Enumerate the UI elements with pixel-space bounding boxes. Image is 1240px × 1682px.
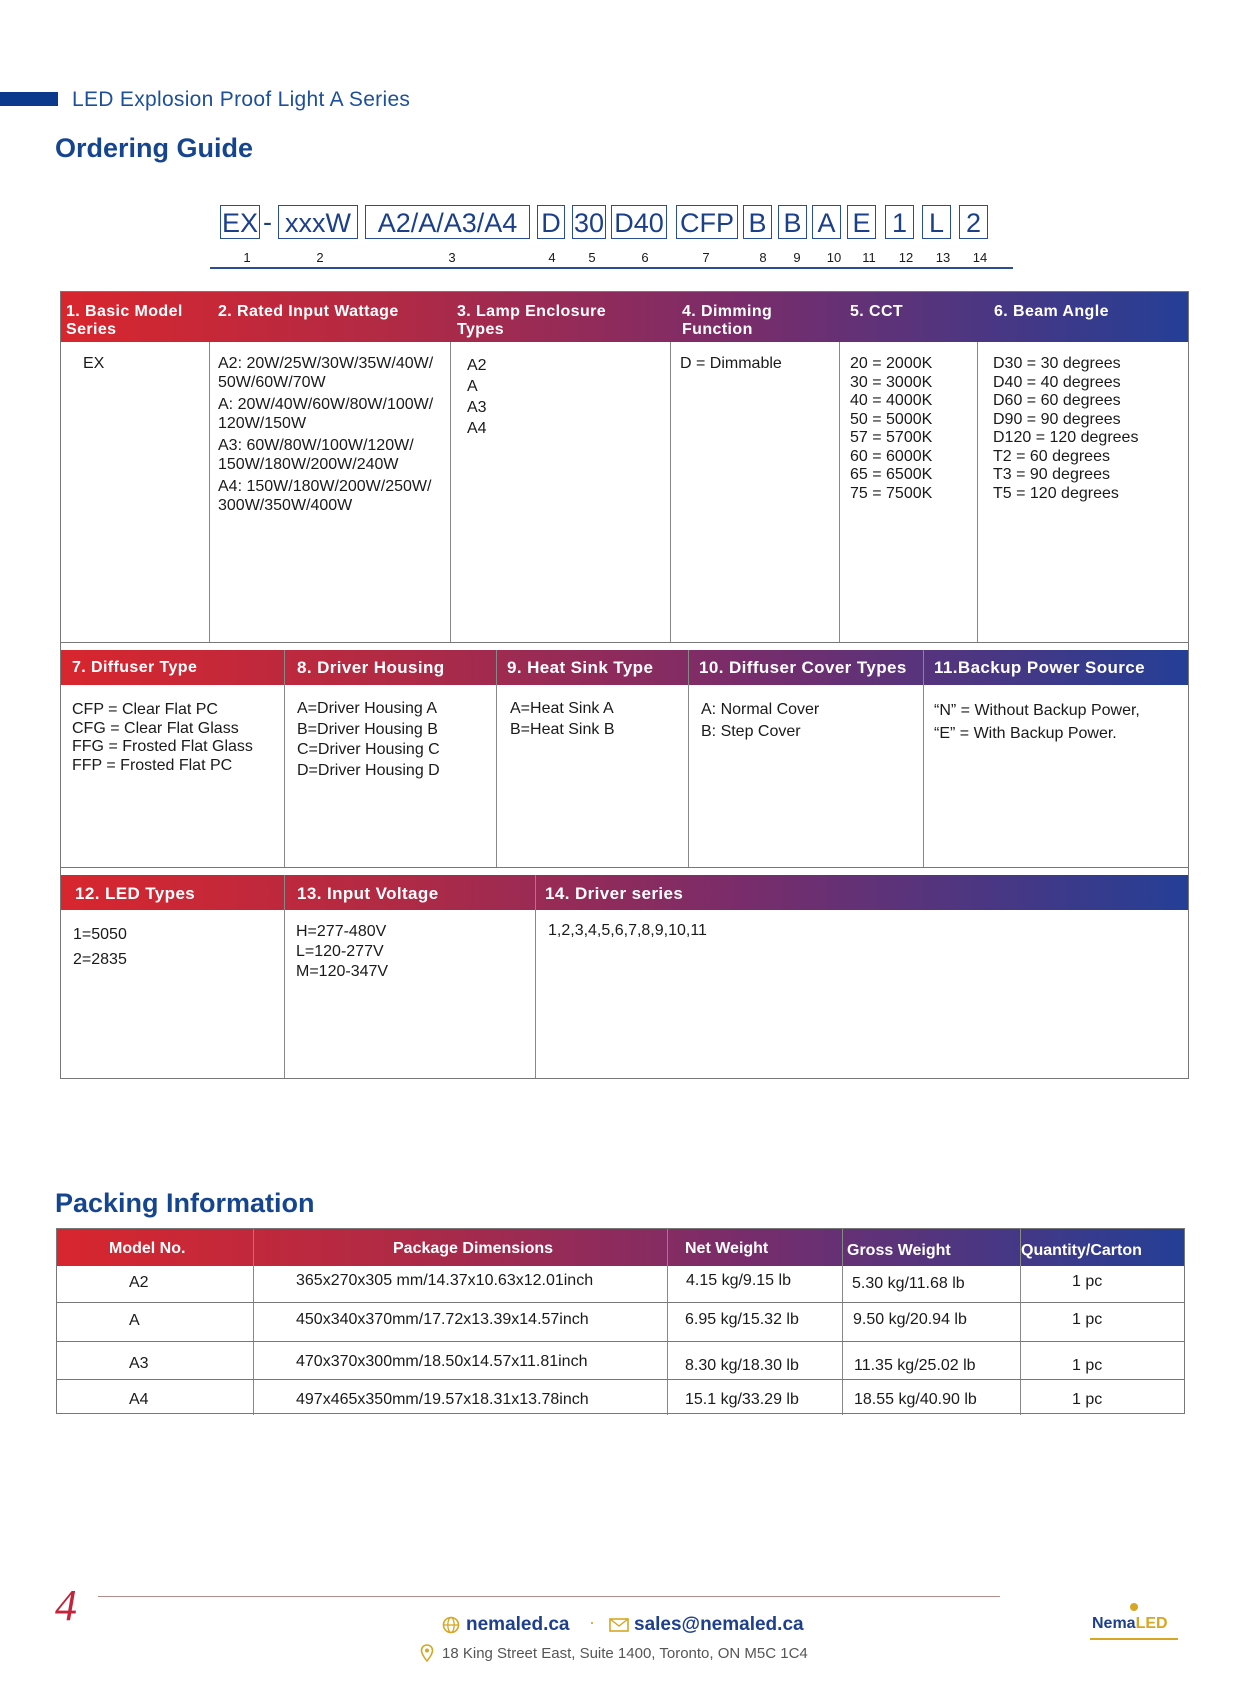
cct-item: 75 = 7500K xyxy=(850,484,933,502)
enclosure-item: A3 xyxy=(467,399,487,416)
diffuser-item: CFG = Clear Flat Glass xyxy=(72,719,239,737)
series-title: LED Explosion Proof Light A Series xyxy=(72,88,411,111)
packing-cell: 1 pc xyxy=(1072,1357,1103,1374)
header-accent-bar xyxy=(0,92,58,106)
packing-cell: 18.55 kg/40.90 lb xyxy=(854,1391,977,1408)
packing-cell: A2 xyxy=(129,1274,149,1291)
dimming-value: D = Dimmable xyxy=(680,355,782,372)
code-dash: - xyxy=(263,207,272,237)
code-number: 10 xyxy=(826,250,842,265)
company-address: 18 King Street East, Suite 1400, Toronto, ON M5C 1C4 xyxy=(442,1645,808,1662)
packing-cell: A xyxy=(129,1312,140,1329)
code-number: 9 xyxy=(793,250,801,265)
code-box: B xyxy=(778,205,807,239)
code-box: D40 xyxy=(611,205,667,239)
code-number: 6 xyxy=(641,250,649,265)
packing-table xyxy=(56,1228,1185,1414)
enclosure-item: A4 xyxy=(467,420,487,437)
heat-sink-item: A=Heat Sink A xyxy=(510,700,614,717)
wattage-line: A2: 20W/25W/30W/35W/40W/ xyxy=(218,355,434,372)
code-box: E xyxy=(847,205,876,239)
packing-cell: 9.50 kg/20.94 lb xyxy=(853,1311,967,1328)
enclosure-item: A xyxy=(467,378,478,395)
diffuser-list xyxy=(72,701,253,775)
packing-header-gross-weight: Gross Weight xyxy=(847,1242,951,1259)
packing-header-quantity: Quantity/Carton xyxy=(1021,1242,1142,1259)
driver-housing-item: D=Driver Housing D xyxy=(297,761,440,779)
divider xyxy=(450,342,451,642)
website-link[interactable]: nemaled.ca xyxy=(466,1614,570,1635)
divider xyxy=(535,875,536,1078)
divider xyxy=(977,342,978,642)
divider xyxy=(61,867,1188,868)
beam-item: D90 = 90 degrees xyxy=(993,410,1121,428)
cct-item: 57 = 5700K xyxy=(850,429,933,446)
packing-cell: 1 pc xyxy=(1072,1311,1103,1328)
divider xyxy=(284,650,285,867)
logo-text: NemaLED xyxy=(1092,1615,1168,1632)
header-diffuser-cover: 10. Diffuser Cover Types xyxy=(699,658,907,677)
code-number: 13 xyxy=(935,250,951,265)
divider xyxy=(61,642,1188,643)
led-type-item: 1=5050 xyxy=(73,926,127,943)
cct-item: 40 = 4000K xyxy=(850,392,933,409)
wattage-line: A: 20W/40W/60W/80W/100W/ xyxy=(218,396,434,413)
wattage-line: A4: 150W/180W/200W/250W/ xyxy=(218,478,432,495)
driver-series-value: 1,2,3,4,5,6,7,8,9,10,11 xyxy=(548,922,707,939)
packing-header-model: Model No. xyxy=(109,1240,186,1257)
beam-list xyxy=(993,355,1138,503)
ordering-guide-title: Ordering Guide xyxy=(55,133,254,163)
divider xyxy=(667,1229,668,1415)
driver-housing-list xyxy=(297,699,440,781)
beam-item: D40 = 40 degrees xyxy=(993,373,1121,391)
voltage-list xyxy=(296,922,388,982)
code-number: 1 xyxy=(243,250,251,265)
beam-item: T2 = 60 degrees xyxy=(993,447,1110,465)
packing-header-dimensions: Package Dimensions xyxy=(393,1240,554,1257)
code-number: 5 xyxy=(588,250,596,265)
header-diffuser-type: 7. Diffuser Type xyxy=(72,659,198,676)
divider xyxy=(209,342,210,642)
divider xyxy=(57,1302,1184,1303)
voltage-item: M=120-347V xyxy=(296,963,389,980)
divider xyxy=(688,650,689,867)
packing-cell: 6.95 kg/15.32 lb xyxy=(685,1311,799,1328)
backup-item: “N” = Without Backup Power, xyxy=(934,702,1140,719)
packing-cell: 8.30 kg/18.30 lb xyxy=(685,1357,799,1374)
cct-item: 50 = 5000K xyxy=(850,410,933,428)
header-led-types: 12. LED Types xyxy=(75,884,196,903)
code-number: 11 xyxy=(862,250,876,265)
packing-cell: A3 xyxy=(129,1355,149,1372)
header-basic-model: 1. Basic Model Series xyxy=(66,303,183,338)
cover-item: A: Normal Cover xyxy=(701,701,820,718)
led-type-item: 2=2835 xyxy=(73,951,127,968)
beam-item: D30 = 30 degrees xyxy=(993,355,1121,372)
code-box: A xyxy=(812,205,841,239)
diffuser-item: FFP = Frosted Flat PC xyxy=(72,756,233,774)
divider xyxy=(670,342,671,642)
cct-list xyxy=(850,355,932,503)
code-box: B xyxy=(743,205,772,239)
backup-item: “E” = With Backup Power. xyxy=(934,725,1117,742)
divider xyxy=(496,650,497,867)
code-number: 12 xyxy=(898,250,914,265)
divider xyxy=(923,650,924,867)
diffuser-item: CFP = Clear Flat PC xyxy=(72,701,218,718)
code-box: 1 xyxy=(885,205,914,239)
code-number: 3 xyxy=(448,250,456,265)
page-number: 4 xyxy=(55,1581,77,1630)
beam-item: T3 = 90 degrees xyxy=(993,466,1110,483)
footer-divider xyxy=(98,1596,1000,1597)
code-box: EX xyxy=(220,205,260,239)
packing-cell: 5.30 kg/11.68 lb xyxy=(852,1275,965,1292)
code-box: L xyxy=(922,205,951,239)
header-cct: 5. CCT xyxy=(850,303,904,320)
globe-icon xyxy=(442,1616,460,1634)
logo-bulb-icon xyxy=(1130,1603,1138,1611)
code-number: 7 xyxy=(702,250,710,265)
packing-cell: 1 pc xyxy=(1072,1391,1103,1408)
wattage-line: 150W/180W/200W/240W xyxy=(218,455,399,473)
code-number: 8 xyxy=(759,250,767,265)
basic-model-value: EX xyxy=(83,355,105,372)
diffuser-item: FFG = Frosted Flat Glass xyxy=(72,738,253,755)
enclosure-list xyxy=(467,355,487,439)
code-number: 2 xyxy=(316,250,324,265)
mail-icon xyxy=(609,1618,629,1632)
driver-housing-item: A=Driver Housing A xyxy=(297,700,438,717)
header-driver-housing: 8. Driver Housing xyxy=(297,658,445,677)
beam-item: D60 = 60 degrees xyxy=(993,392,1121,409)
cct-item: 30 = 3000K xyxy=(850,373,933,391)
cover-item: B: Step Cover xyxy=(701,722,801,740)
packing-cell: A4 xyxy=(129,1391,149,1408)
packing-cell: 4.15 kg/9.15 lb xyxy=(686,1272,791,1289)
nemaled-logo xyxy=(1090,1603,1180,1641)
divider xyxy=(57,1341,1184,1342)
voltage-item: H=277-480V xyxy=(296,923,387,940)
header-backup-power: 11.Backup Power Source xyxy=(934,658,1145,677)
divider xyxy=(57,1379,1184,1380)
divider xyxy=(839,342,840,642)
header-lamp-enclosure: 3. Lamp Enclosure Types xyxy=(457,303,607,338)
heat-sink-list xyxy=(510,699,615,740)
code-box: D xyxy=(537,205,565,239)
code-box: 30 xyxy=(572,205,606,239)
code-box: 2 xyxy=(959,205,988,239)
divider xyxy=(1020,1229,1021,1415)
packing-cell: 470x370x300mm/18.50x14.57x11.81inch xyxy=(296,1353,588,1370)
header-driver-series: 14. Driver series xyxy=(545,884,684,903)
wattage-line: 50W/60W/70W xyxy=(218,373,326,391)
wattage-list xyxy=(218,355,446,519)
logo-underline xyxy=(1090,1638,1178,1640)
driver-housing-item: B=Driver Housing B xyxy=(297,720,438,738)
code-box: A2/A/A3/A4 xyxy=(365,205,530,239)
code-box: xxxW xyxy=(278,205,358,239)
header-dimming: 4. Dimming Function xyxy=(682,303,773,338)
packing-cell: 365x270x305 mm/14.37x10.63x12.01inch xyxy=(296,1272,594,1289)
wattage-line: A3: 60W/80W/100W/120W/ xyxy=(218,437,414,454)
divider xyxy=(842,1229,843,1415)
ordering-table xyxy=(60,291,1189,1079)
packing-cell: 11.35 kg/25.02 lb xyxy=(854,1357,976,1374)
code-number: 4 xyxy=(548,250,556,265)
packing-cell: 1 pc xyxy=(1072,1273,1103,1290)
beam-item: T5 = 120 degrees xyxy=(993,484,1119,502)
voltage-item: L=120-277V xyxy=(296,943,384,960)
code-box: CFP xyxy=(676,205,738,239)
code-underline xyxy=(210,267,1013,269)
packing-header-net-weight: Net Weight xyxy=(685,1240,769,1257)
wattage-line: 300W/350W/400W xyxy=(218,496,353,514)
divider xyxy=(253,1229,254,1415)
location-pin-icon xyxy=(420,1644,434,1662)
footer-separator: · xyxy=(589,1612,595,1632)
backup-list xyxy=(934,699,1140,745)
packing-cell: 497x465x350mm/19.57x18.31x13.78inch xyxy=(296,1391,589,1408)
cct-item: 20 = 2000K xyxy=(850,355,933,372)
header-beam-angle: 6. Beam Angle xyxy=(994,303,1109,320)
packing-info-title: Packing Information xyxy=(55,1188,315,1218)
divider xyxy=(284,875,285,1078)
header-rated-wattage: 2. Rated Input Wattage xyxy=(218,303,399,320)
email-link[interactable]: sales@nemaled.ca xyxy=(634,1614,804,1635)
cover-list xyxy=(701,699,819,742)
cct-item: 60 = 6000K xyxy=(850,447,933,465)
led-types-list xyxy=(73,922,127,972)
beam-item: D120 = 120 degrees xyxy=(993,429,1139,446)
packing-cell: 450x340x370mm/17.72x13.39x14.57inch xyxy=(296,1311,589,1328)
packing-header-band xyxy=(57,1229,1184,1266)
wattage-line: 120W/150W xyxy=(218,414,307,432)
driver-housing-item: C=Driver Housing C xyxy=(297,741,440,758)
enclosure-item: A2 xyxy=(467,357,487,374)
cct-item: 65 = 6500K xyxy=(850,466,933,483)
code-number: 14 xyxy=(972,250,988,265)
packing-cell: 15.1 kg/33.29 lb xyxy=(685,1391,799,1408)
header-input-voltage: 13. Input Voltage xyxy=(297,884,439,903)
heat-sink-item: B=Heat Sink B xyxy=(510,720,615,738)
header-heat-sink: 9. Heat Sink Type xyxy=(507,658,654,677)
